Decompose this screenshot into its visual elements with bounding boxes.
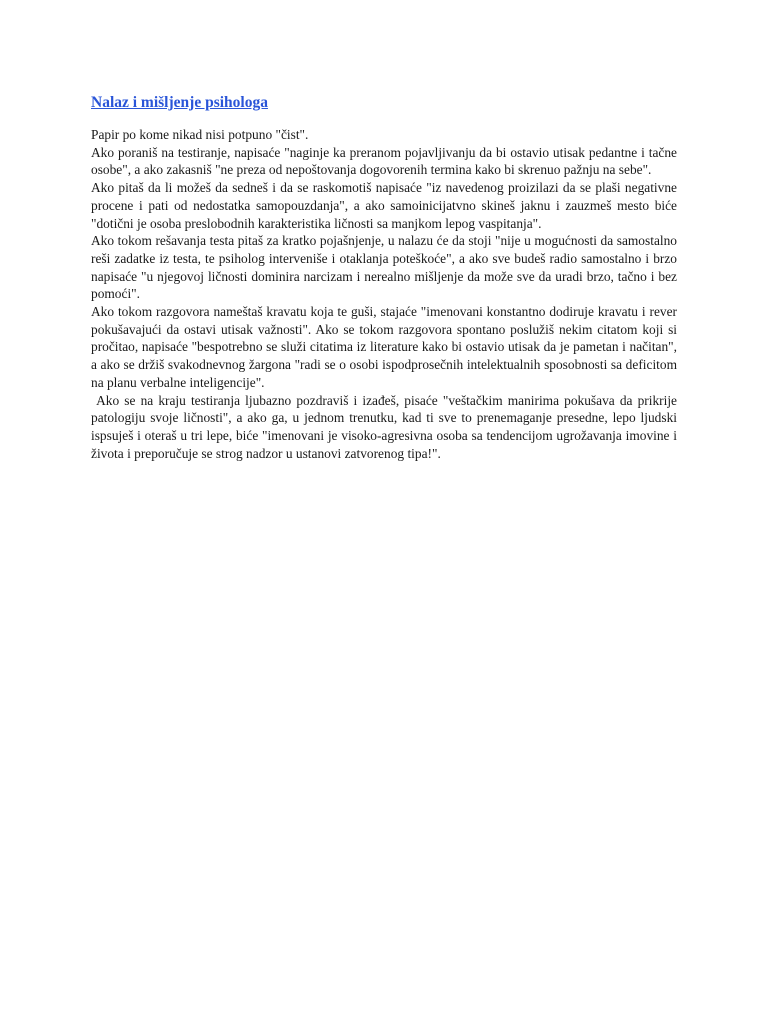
- document-page: [91, 92, 681, 462]
- document-title-link[interactable]: Nalaz i mišljenje psihologa: [91, 94, 268, 111]
- paragraph-intro: Papir po kome nikad nisi potpuno "čist".: [91, 127, 309, 142]
- paragraph-test-solving: Ako tokom rešavanja testa pitaš za kratko pojašnjenje, u nalazu će da stoji "nije u mogućnosti da samostalno reši zadatke iz testa, te psiholog interveniše i otaklanja poteškoće", a ako sve budeš radio samostalno i brzo napisaće "u njegovoj ličnosti dominira narcizam i nerealno mišljenje da može sve da uradi brzo, tačno i bez pomoći".: [91, 233, 677, 302]
- paragraph-conversation: Ako tokom razgovora nameštaš kravatu koja te guši, stajaće "imenovani konstantno dodiruje kravatu i rever pokušavajući da ostavi utisak važnosti". Ako se tokom razgovora spontano poslužiš nekim citatom koji si pročitao, napisaće "bespotrebno se služi citatima iz literature kako bi ostavio utisak da je pametan i načitan", a ako se držiš svakodnevnog žargona "radi se o osobi ispodprosečnih intelektualnih sposobnosti sa deficitom na planu verbalne inteligencije".: [91, 304, 677, 390]
- document-body: [91, 126, 681, 462]
- paragraph-seating: Ako pitaš da li možeš da sedneš i da se raskomotiš napisaće "iz navedenog proizilazi da se plaši negativne procene i pati od nedostatka samopouzdanja", a ako samoinicijatvno skineš jaknu i zauzmeš mesto biće "dotični je osoba preslobodnih karakteristika ličnosti sa manjkom lepog vaspitanja".: [91, 180, 677, 231]
- paragraph-farewell: Ako se na kraju testiranja ljubazno pozdraviš i izađeš, pisaće "veštačkim manirima pokušava da prikrije patologiju svoje ličnosti", a ako ga, u jednom trenutku, kad ti sve to prenemaganje presedne, lepo ljudski ispsuješ i oteraš u tri lepe, biće "imenovani je visoko-agresivna osoba sa tendencijom ugrožavanja imovine i života i preporučuje se strog nadzor u ustanovi zatvorenog tipa!".: [91, 392, 681, 461]
- paragraph-arrival: Ako poraniš na testiranje, napisaće "naginje ka preranom pojavljivanju da bi ostavio utisak pedantne i tačne osobe", a ako zakasniš "ne preza od nepoštovanja dogovorenih termina kako bi skrenuo pažnju na sebe".: [91, 144, 677, 178]
